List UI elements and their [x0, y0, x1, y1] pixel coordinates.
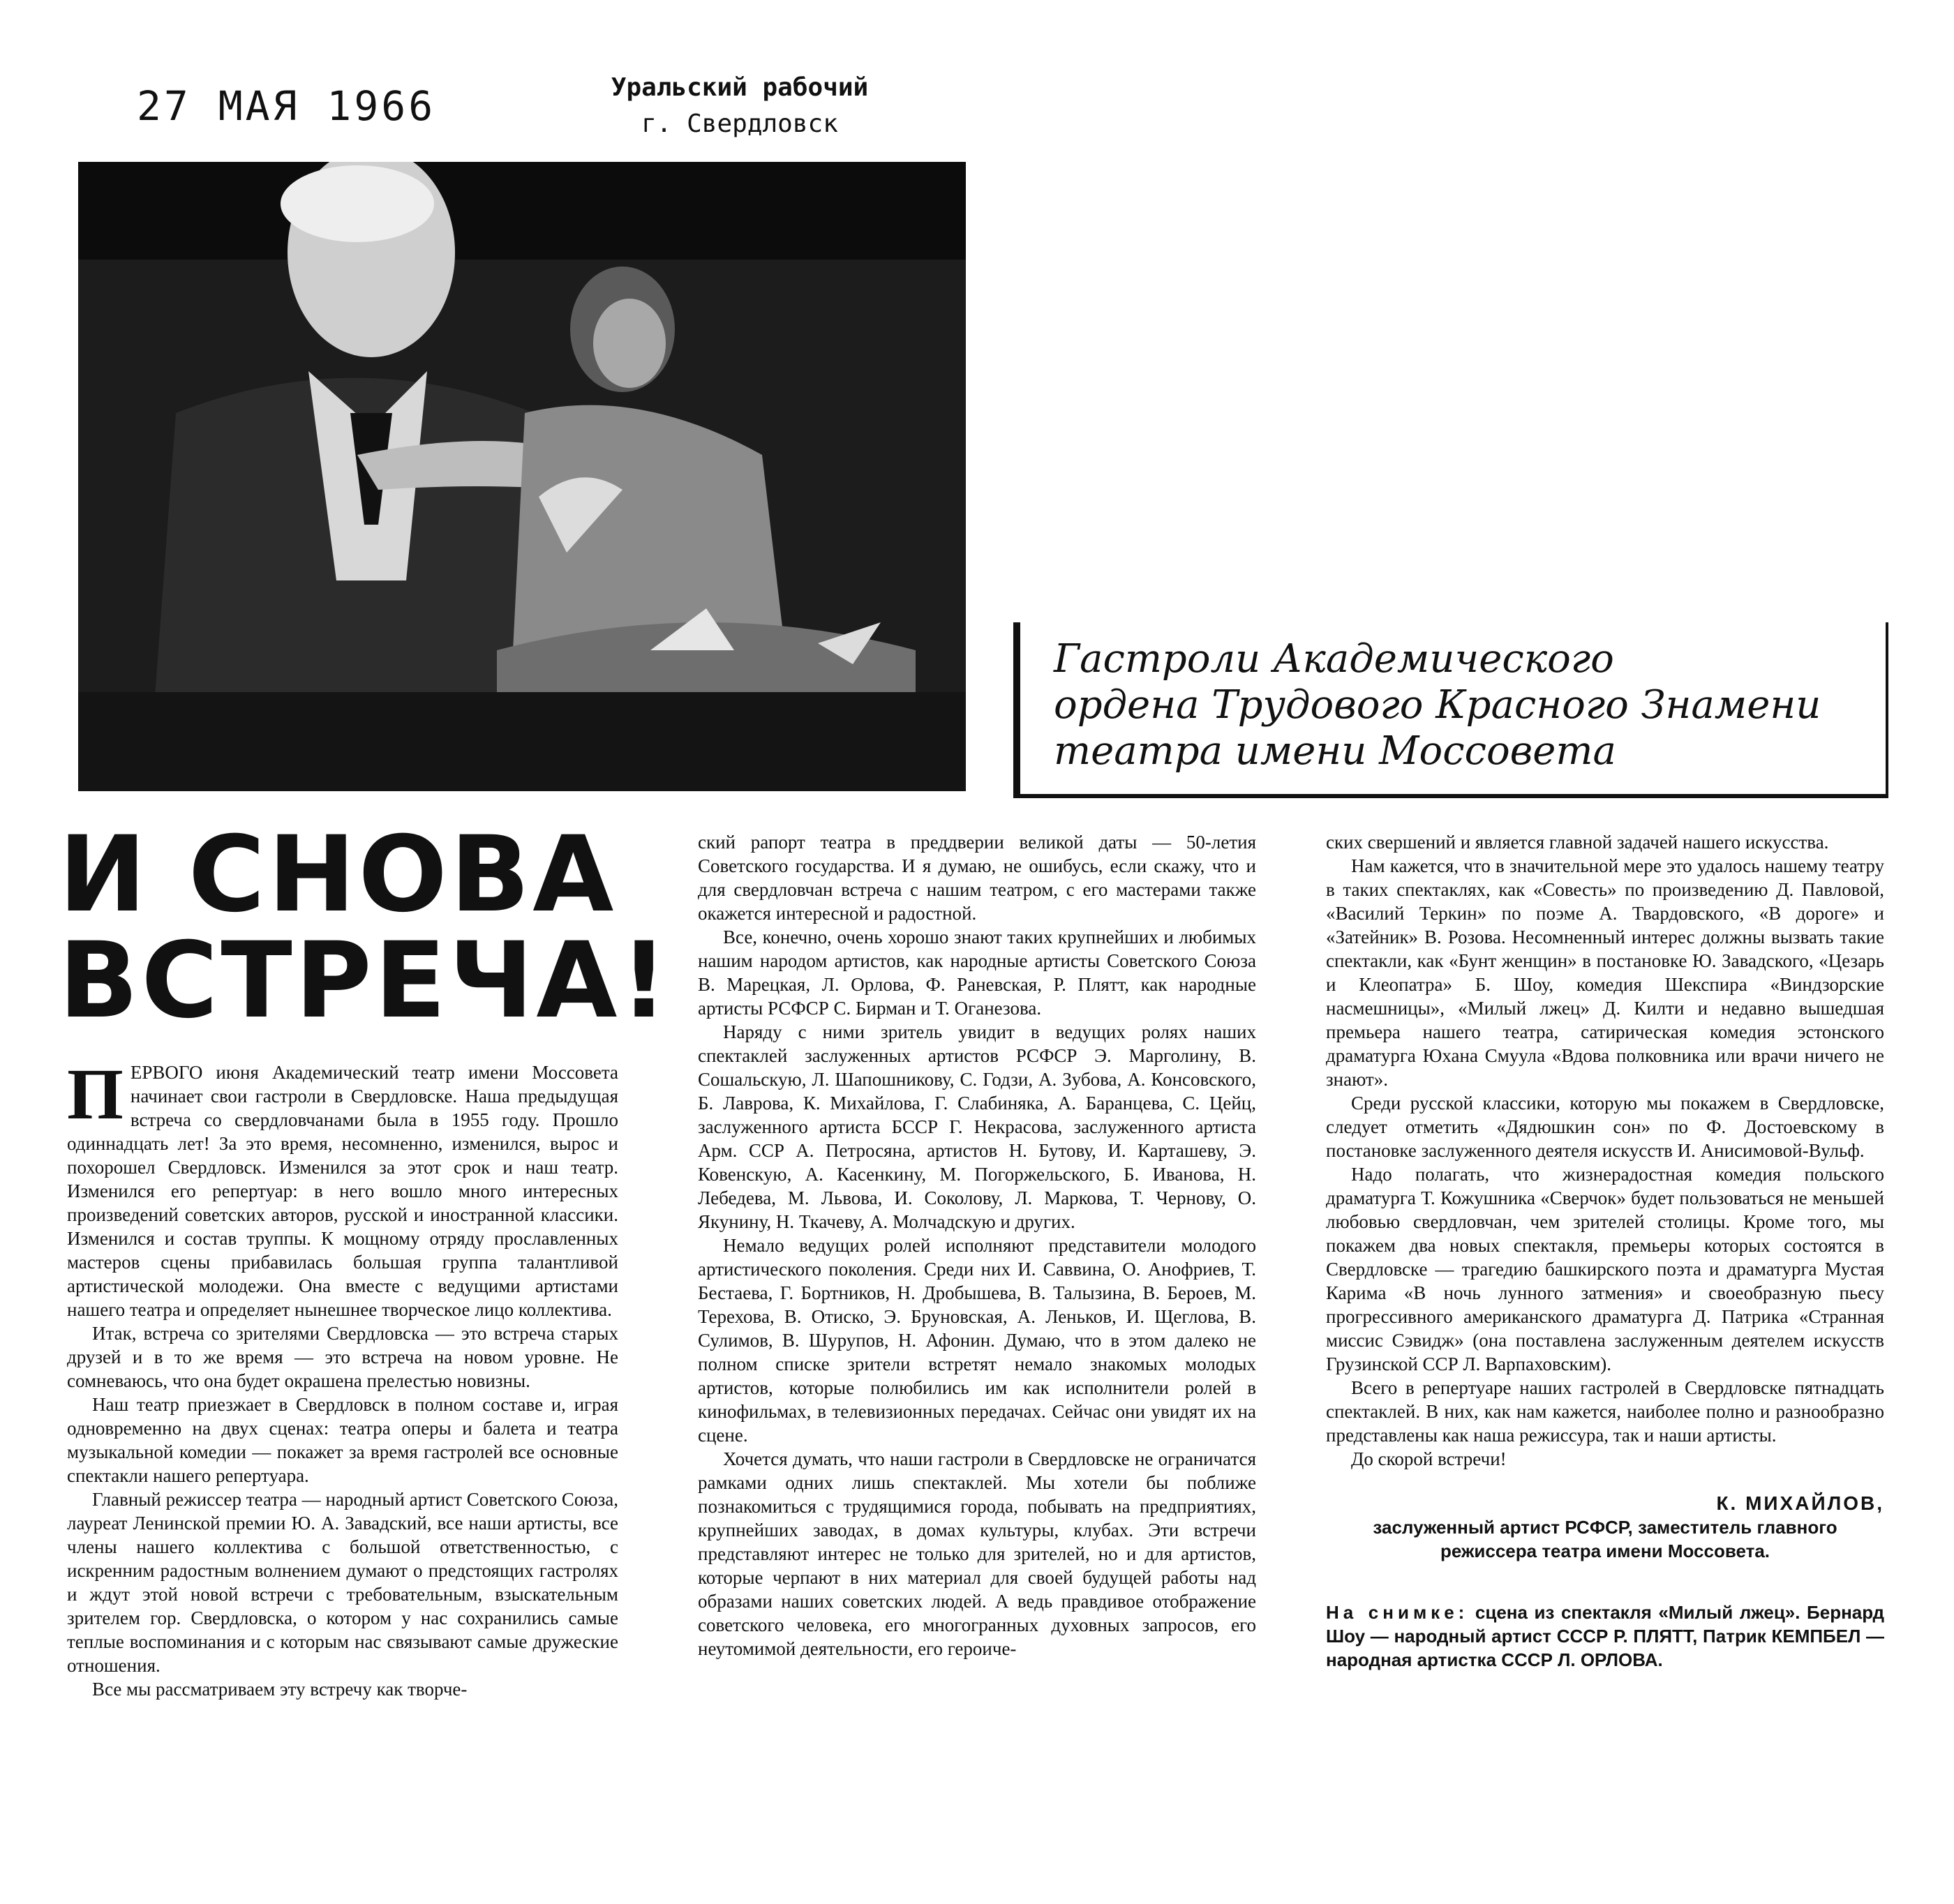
rubric-line: ордена Трудового Красного Знамени [1054, 682, 1821, 728]
article-headline [59, 814, 671, 1042]
paragraph: Главный режиссер театра — народный артист Советского Союза, лауреат Ленинской премии Ю. А. Завадский, все наши артисты, все члены нашего коллектива с большой ответственностью, с искренним радостным волнением думают о предстоящих гастролях и ждут этой новой встречи с требовательным, взыскательным зрителем гор. Свердловска, о котором у нас сохранились самые теплые воспоминания и с которым нас связывают самые дружеские отношения. [67, 1489, 618, 1676]
drop-cap: П [67, 1054, 124, 1134]
rubric-line: театра имени Моссовета [1054, 728, 1616, 774]
paragraph: ский рапорт театра в преддверии великой даты — 50-летия Советского государства. И я думаю, не ошибусь, если скажу, что и для свердловчан встреча с нашим театром, с его мастерами также окажется интересной и радостной. [698, 832, 1256, 924]
newspaper-stamp [572, 70, 907, 142]
rubric-box [1013, 622, 1888, 798]
rubric-text [1054, 636, 1877, 774]
paragraph: Все, конечно, очень хорошо знают таких крупнейших и любимых нашим народом артистов, как народные артисты Советского Союза В. Марецкая, Л. Орлова, Ф. Раневская, Р. Плятт, как народные артисты РСФСР С. Бирман и Т. Оганезова. [698, 927, 1256, 1019]
paragraph: Все мы рассматриваем эту встречу как творче- [92, 1679, 468, 1700]
paragraph: Наш театр приезжает в Свердловск в полном составе и, играя одновременно на двух сценах: театра оперы и балета и театра музыкальной комедии — покажет за время гастролей все основные спектакли нашего репертуара. [67, 1394, 618, 1486]
paragraph-text: ЕРВОГО июня Академический театр имени Моссовета начинает свои гастроли в Свердловске. Наша предыдущая встреча со свердловчанами была в 1955 году. Прошло одиннадцать лет! За это время, несомненно, изменился, вырос и похорошел Свердловск. Изменился за этот срок и наш театр. Изменился его репертуар: в него вошло много интересных произведений советских авторов, русской и иностранной классики. Изменился и состав труппы. К мощному отряду прославленных мастеров сцены прибавилась большая группа талантливой артистической молодежи. Она вместе с ведущими артистами нашего театра и определяет нынешнее творческое лицо коллектива. [67, 1062, 618, 1320]
paragraph: Нам кажется, что в значительной мере это удалось нашему театру в таких спектаклях, как «Совесть» по произведению Д. Павловой, «Василий Теркин» по поэме А. Твардовского, «В дороге» и «Затейник» В. Розова. Несомненный интерес должны вызвать такие спектакли, как «Бунт женщин» в постановке Ю. Завадского, «Цезарь и Клеопатра» Б. Шоу, комедия Шекспира «Виндзорские насмешницы», «Милый лжец» Д. Килти и недавно вышедшая премьера нашего театра, сатирическая комедия эстонского драматурга Юхана Смуула «Вдова полковника или врачи ничего не знают». [1326, 855, 1884, 1090]
paragraph: Надо полагать, что жизнерадостная комедия польского драматурга Т. Кожушника «Сверчок» будет пользоваться не меньшей любовью свердловчан, чем зрителей столицы. Кроме того, мы покажем два новых спектакля, премьеры которых состоятся в Свердловске — трагедию башкирского поэта и драматурга Мустая Карима «В ночь лунного затмения» и своеобразную пьесу прогрессивного американского драматурга Д. Патрика «Странная миссис Сэвидж» (она поставлена заслуженным деятелем искусств Грузинской ССР Л. Варпаховским). [1326, 1164, 1884, 1374]
stage-photo-image [78, 162, 966, 791]
newspaper-name: Уральский рабочий [611, 73, 869, 102]
paragraph [67, 1054, 618, 1321]
author-name: К. МИХАЙЛОВ, [1716, 1492, 1884, 1514]
stage-photo [78, 162, 966, 791]
newspaper-city: г. Свердловск [641, 110, 838, 138]
date-stamp: 27 МАЯ 1966 [137, 82, 436, 130]
headline-line-1: И СНОВА [59, 814, 617, 936]
paragraph: Всего в репертуаре наших гастролей в Свердловске пятнадцать спектаклей. В них, как нам кажется, наиболее полно и разнообразно представлены как наша режиссура, так и наши артисты. [1326, 1377, 1884, 1446]
headline-line-2: ВСТРЕЧА! [59, 920, 671, 1042]
paragraph: Среди русской классики, которую мы покажем в Свердловске, следует отметить «Дядюшкин сон» по Ф. Достоевскому в постановке заслуженного деятеля искусств И. Анисимовой-Вульф. [1326, 1093, 1884, 1161]
paragraph: Наряду с ними зритель увидит в ведущих ролях наших спектаклей заслуженных артистов РСФСР Э. Марголину, В. Сошальскую, Л. Шапошникову, С. Годзи, А. Зубова, А. Консовского, Б. Лаврова, К. Михайлова, Г. Слабиняка, А. Баранцева, С. Цейц, заслуженного артиста БССР Г. Некрасова, заслуженного артиста Арм. ССР А. Петросяна, артистов Н. Бутову, И. Карташеву, Э. Ковенскую, А. Касенкину, М. Погоржельского, Б. Иванова, Н. Лебедева, М. Львова, И. Соколову, Л. Маркова, Т. Чернову, О. Якунину, Н. Ткачеву, А. Молчадскую и других. [698, 1021, 1256, 1232]
paragraph: ских свершений и является главной задачей нашего искусства. [1326, 832, 1829, 853]
photo-caption [1326, 1601, 1884, 1672]
caption-label: На снимке: [1326, 1602, 1469, 1623]
author-title: заслуженный артист РСФСР, заместитель главного режиссера театра имени Моссовета. [1373, 1517, 1837, 1561]
article-column-3 [1326, 830, 1884, 1672]
paragraph: Немало ведущих ролей исполняют представители молодого артистического поколения. Среди них И. Саввина, О. Анофриев, Т. Бестаева, Г. Бортников, Н. Дробышева, В. Талызина, В. Бероев, М. Терехова, В. Отиско, Э. Бруновская, А. Леньков, И. Щеглова, В. Сулимов, В. Шурупов, Н. Афонин. Думаю, что в этом далеко не полном списке зрители встретят немало знакомых молодых артистов, которые полюбились им как исполнители ролей в кинофильмах, в телевизионных передачах. Сейчас они увидят их на сцене. [698, 1235, 1256, 1446]
paragraph: Итак, встреча со зрителями Свердловска — это встреча старых друзей и в то же время — это встреча на новом уровне. Не сомневаюсь, что она будет окрашена прелестью новизны. [67, 1323, 618, 1391]
article-column-2 [698, 830, 1256, 1661]
paragraph: До скорой встречи! [1351, 1448, 1507, 1469]
caption-text: сцена из спектакля «Милый лжец». Бернард Шоу — народный артист СССР Р. ПЛЯТТ, Патрик КЕМПБЕЛ — народная артистка СССР Л. ОРЛОВА. [1326, 1602, 1884, 1670]
article-column-1 [67, 1054, 618, 1701]
paragraph: Хочется думать, что наши гастроли в Свердловске не ограничатся рамками одних лишь спектаклей. Мы хотели бы поближе познакомиться с трудящимися города, побывать на предприятиях, крупнейших заводах, в домах культуры, клубах. Эти встречи представляют интерес не только для зрителей, но и для артистов, которые черпают в них материал для своей будущей работы над образами наших советских людей. А ведь правдивое отображение советского человека, его многогранных духовных запросов, его неутомимой деятельности, его героиче- [698, 1448, 1256, 1659]
rubric-line: Гастроли Академического [1054, 636, 1614, 682]
